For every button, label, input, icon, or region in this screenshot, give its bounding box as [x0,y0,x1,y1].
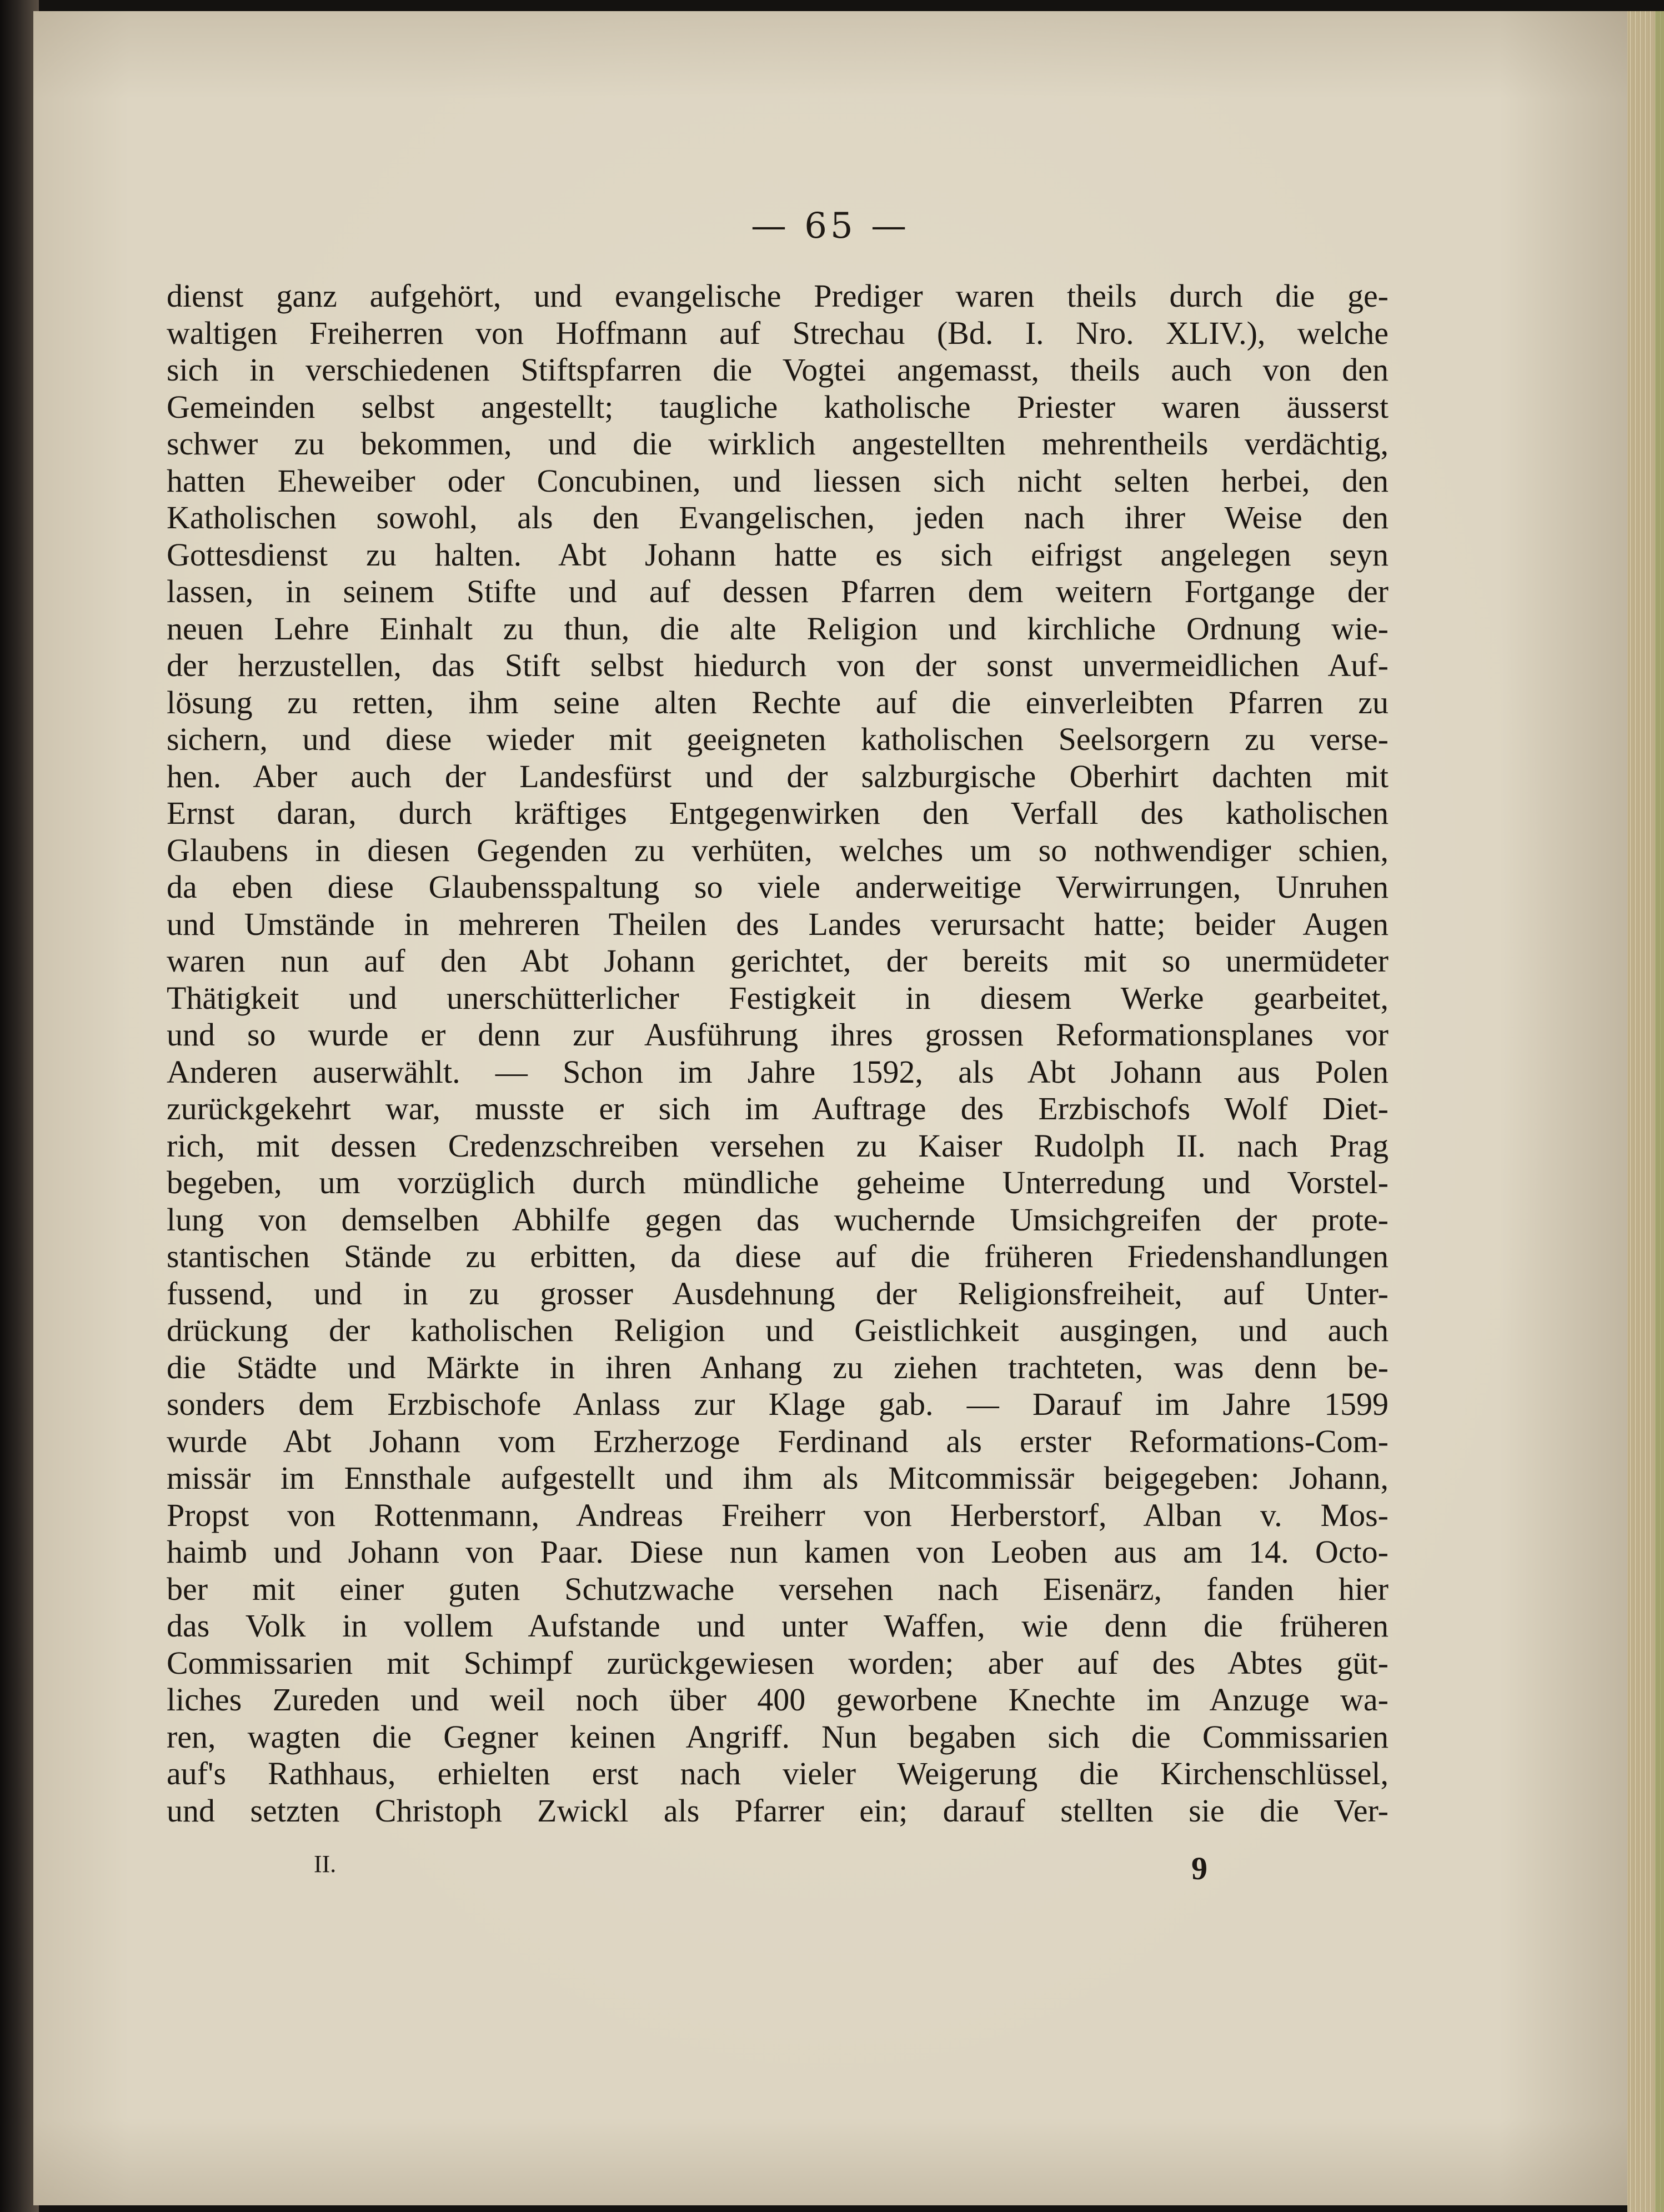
text-line: das Volk in vollem Aufstande und unter Waffen, wie denn die früheren [167,1608,1389,1644]
text-line: ber mit einer guten Schutzwache versehen nach Eisenärz, fanden hier [167,1570,1389,1607]
text-line: und so wurde er denn zur Ausführung ihres grossen Reformationsplanes vor [167,1017,1389,1053]
signature-mark-volume: II. [314,1850,337,1878]
text-line: da eben diese Glaubensspaltung so viele anderweitige Verwirrungen, Unruhen [167,869,1389,905]
text-line: lösung zu retten, ihm seine alten Rechte auf die einverleibten Pfarren zu [167,684,1389,720]
text-line: waren nun auf den Abt Johann gerichtet, der bereits mit so unermüdeter [167,943,1389,979]
text-line: sichern, und diese wieder mit geeigneten katholischen Seelsorgern zu verse- [167,721,1389,757]
text-line: zurückgekehrt war, musste er sich im Auftrage des Erzbischofs Wolf Diet- [167,1090,1389,1127]
text-line: lung von demselben Abhilfe gegen das wuchernde Umsichgreifen der prote- [167,1201,1389,1238]
text-line: der herzustellen, das Stift selbst hiedurch von der sonst unvermeidlichen Auf- [167,647,1389,683]
text-line: dienst ganz aufgehört, und evangelische Prediger waren theils durch die ge- [167,278,1389,314]
text-line: Gemeinden selbst angestellt; taugliche katholische Priester waren äusserst [167,388,1389,425]
text-line: stantischen Stände zu erbitten, da diese auf die früheren Friedenshandlungen [167,1238,1389,1274]
page-stack-edge [1627,11,1664,2212]
text-line: waltigen Freiherren von Hoffmann auf Strechau (Bd. I. Nro. XLIV.), welche [167,314,1389,351]
text-line: Thätigkeit und unerschütterlicher Festigkeit in diesem Werke gearbeitet, [167,979,1389,1016]
text-line: Ernst daran, durch kräftiges Entgegenwirken den Verfall des katholischen [167,795,1389,831]
text-line: rich, mit dessen Credenzschreiben versehen zu Kaiser Rudolph II. nach Prag [167,1127,1389,1164]
text-line: fussend, und in zu grosser Ausdehnung der Religionsfreiheit, auf Unter- [167,1275,1389,1312]
text-line: ren, wagten die Gegner keinen Angriff. Nun begaben sich die Commissarien [167,1718,1389,1755]
text-line: Commissarien mit Schimpf zurückgewiesen worden; aber auf des Abtes güt- [167,1644,1389,1681]
text-line: Gottesdienst zu halten. Abt Johann hatte es sich eifrigst angelegen seyn [167,536,1389,573]
text-line: sonders dem Erzbischofe Anlass zur Klage gab. — Darauf im Jahre 1599 [167,1386,1389,1422]
page-number: — 65 — [750,206,910,247]
text-line: drückung der katholischen Religion und Geistlichkeit ausgingen, und auch [167,1312,1389,1348]
text-line: hatten Eheweiber oder Concubinen, und liessen sich nicht selten herbei, den [167,462,1389,499]
text-line: wurde Abt Johann vom Erzherzoge Ferdinand als erster Reformations-Com- [167,1423,1389,1459]
text-line: lassen, in seinem Stifte und auf dessen Pfarren dem weitern Fortgange der [167,573,1389,609]
text-line: haimb und Johann von Paar. Diese nun kamen von Leoben aus am 14. Octo- [167,1534,1389,1570]
text-line: Katholischen sowohl, als den Evangelischen, jeden nach ihrer Weise den [167,499,1389,536]
text-line: neuen Lehre Einhalt zu thun, die alte Religion und kirchliche Ordnung wie- [167,610,1389,647]
body-text [167,278,1389,1829]
text-line: begeben, um vorzüglich durch mündliche geheime Unterredung und Vorstel- [167,1164,1389,1200]
text-line: Glaubens in diesen Gegenden zu verhüten, welches um so nothwendiger schien, [167,832,1389,868]
text-line: liches Zureden und weil noch über 400 geworbene Knechte im Anzuge wa- [167,1681,1389,1718]
text-line: und setzten Christoph Zwickl als Pfarrer ein; darauf stellten sie die Ver- [167,1792,1389,1829]
text-line: Anderen auserwählt. — Schon im Jahre 1592, als Abt Johann aus Polen [167,1053,1389,1090]
text-line: Propst von Rottenmann, Andreas Freiherr von Herberstorf, Alban v. Mos- [167,1497,1389,1533]
text-line: sich in verschiedenen Stiftspfarren die Vogtei angemasst, theils auch von den [167,352,1389,388]
text-line: und Umstände in mehreren Theilen des Landes verursacht hatte; beider Augen [167,905,1389,942]
text-line: auf's Rathhaus, erhielten erst nach vieler Weigerung die Kirchenschlüssel, [167,1755,1389,1791]
text-line: hen. Aber auch der Landesfürst und der salzburgische Oberhirt dachten mit [167,758,1389,794]
text-line: schwer zu bekommen, und die wirklich angestellten mehrentheils verdächtig, [167,426,1389,462]
signature-mark-sheet: 9 [1191,1850,1207,1886]
text-line: die Städte und Märkte in ihren Anhang zu ziehen trachteten, was denn be- [167,1349,1389,1385]
text-line: missär im Ennsthale aufgestellt und ihm als Mitcommissär beigegeben: Johann, [167,1460,1389,1496]
